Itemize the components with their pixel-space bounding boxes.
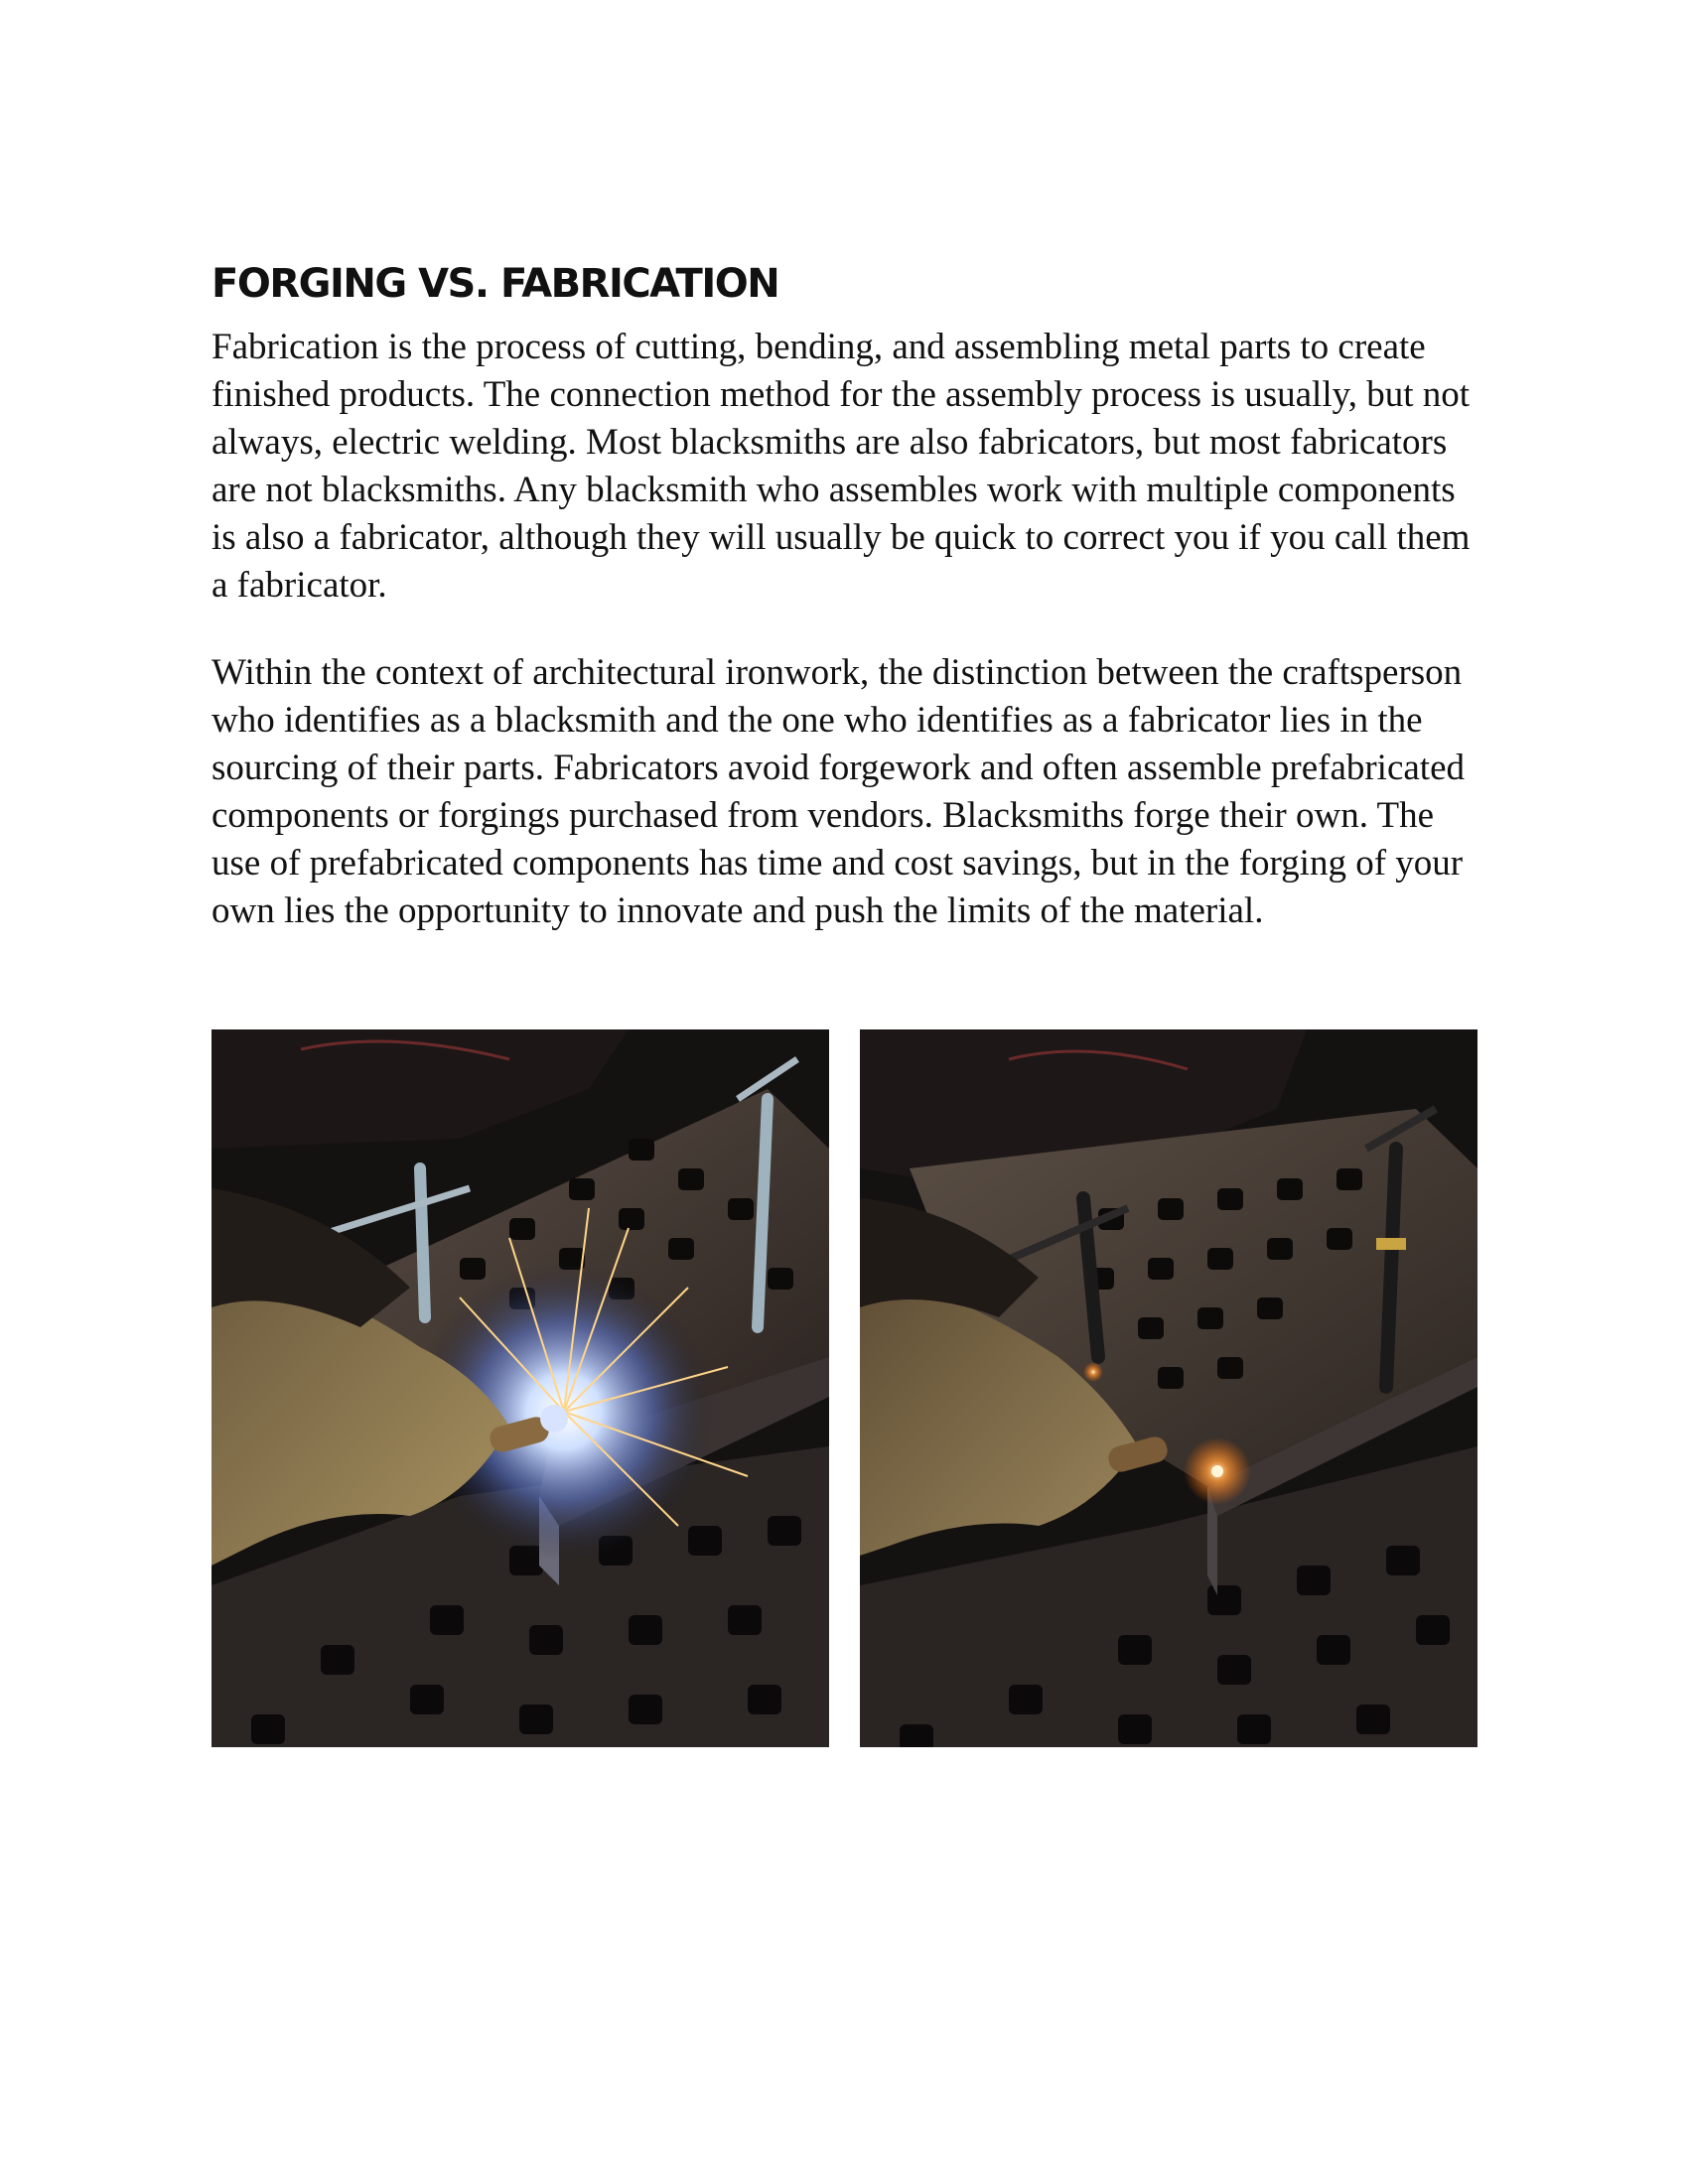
paragraph-fabrication: Fabrication is the process of cutting, bending, and assembling metal parts to create finished products. The connection method for the assembly process is usually, but not always, electric welding. Most blacksmiths are also fabricators, but most fabricators are not blacksmiths. Any blacksmith who assembles work with multiple components is also a fabricator, although they will usually be quick to correct you if you call them a fabricator.	[211, 327, 1471, 606]
welding-photo-sparks	[211, 1029, 829, 1747]
section-heading: FORGING VS. FABRICATION	[211, 261, 779, 307]
welding-photo-tack	[860, 1029, 1477, 1747]
photo-row	[211, 1029, 1477, 1747]
paragraph-ironwork: Within the context of architectural ironwork, the distinction between the craftsperson who identifies as a blacksmith and the one who identifies as a fabricator lies in the sourcing of their parts. Fabricators avoid forgework and often assemble prefabricated components or forgings purchased from vendors. Blacksmiths forge their own. The use of prefabricated components has time and cost savings, but in the forging of your own lies the opportunity to innovate and push the limits of the material.	[211, 652, 1466, 931]
text-column	[211, 256, 1477, 935]
